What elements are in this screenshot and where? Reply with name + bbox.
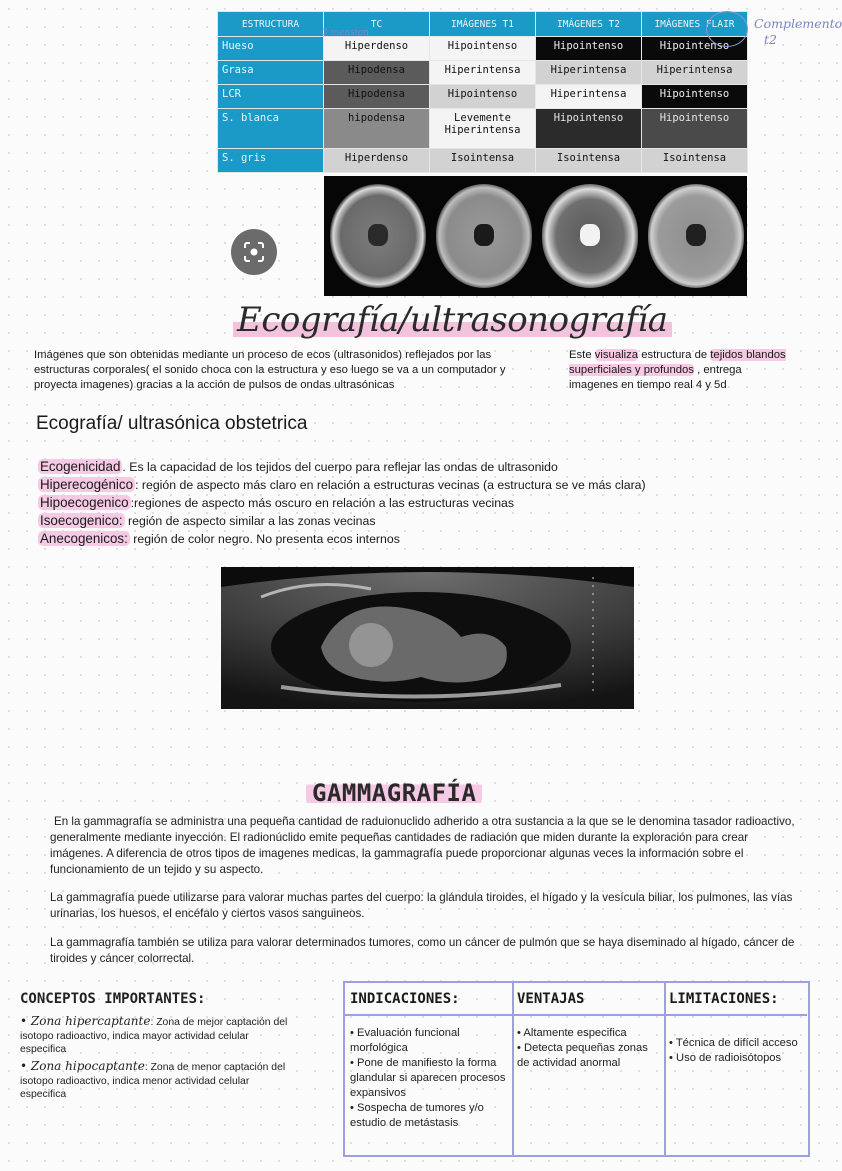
annotation-complement: Complemento t2 (754, 16, 842, 47)
definition-item: Hiperecogénico : región de aspecto más claro en relación a estructuras vecinas (a estructura se ve más clara) (40, 477, 646, 492)
value-cell: Hiperdenso (324, 37, 430, 61)
value-cell: Hipointenso (430, 85, 536, 109)
t2-scan-image (542, 184, 638, 288)
definition-item: Anecogenicos: región de color negro. No presenta ecos internos (40, 531, 400, 546)
value-cell: Isointensa (430, 149, 536, 173)
ecografia-intro: Imágenes que son obtenidas mediante un proceso de ecos (ultrasonidos) reflejados por las estructuras corporales( el sonido choca con la estructura y eso luego se va a un computador y proyecta imagenes) gracias a la acción de pulsos de ondas ultrasónicas (34, 349, 506, 391)
value-cell: Hiperdenso (324, 149, 430, 173)
structure-cell: S. blanca (218, 109, 324, 149)
limitaciones-column: LIMITACIONES: • Técnica de difícil acceso • Uso de radioisótopos (664, 983, 807, 1155)
obstetric-ultrasound-image (221, 567, 634, 709)
structure-cell: LCR (218, 85, 324, 109)
header-cell: TC (324, 12, 430, 37)
gammagrafia-paragraph-1: En la gammagrafía se administra una pequeña cantidad de raduionuclido adherido a otra sustancia a la que se le denomina tasador radioactivo, generalmente mediante inyección. El radionúclido emite pequeñas cantidades de radiación que miden durante la exploración para crear imágenes. A diferencia de otros tipos de imagenes medicas, la gammagrafía puede proporcionar algunas veces la información sobre el funcionamiento de un tejido y su aspecto. (50, 815, 795, 876)
table-header-row (218, 12, 748, 37)
value-cell: Isointensa (536, 149, 642, 173)
table-row (218, 109, 748, 149)
structure-cell: Hueso (218, 37, 324, 61)
ventajas-column: VENTAJAS • Altamente especifica • Detecta pequeñas zonas de actividad anormal (512, 983, 666, 1155)
structure-cell: Grasa (218, 61, 324, 85)
list-item: • Evaluación funcional morfológica (350, 1027, 460, 1054)
table-row (218, 61, 748, 85)
echogenicity-definitions (38, 458, 646, 548)
value-cell: Hipointenso (642, 37, 748, 61)
value-cell: Hipointenso (642, 85, 748, 109)
header-cell: IMÁGENES FLAIR (642, 12, 748, 37)
brain-scan-images (324, 176, 747, 296)
value-cell: Hiperintensa (536, 61, 642, 85)
ultrasound-picture (221, 567, 634, 709)
gammagrafia-title: GAMMAGRAFÍA (306, 779, 482, 807)
value-cell: Hipointenso (642, 109, 748, 149)
header-cell: IMÁGENES T2 (536, 12, 642, 37)
table-row (218, 37, 748, 61)
gammagrafia-paragraph-3: La gammagrafía también se utiliza para valorar determinados tumores, como un cáncer de pulmón que se haya diseminado al hígado, cáncer de tiroides y cáncer colorrectal. (50, 936, 795, 965)
value-cell: Hipointenso (536, 37, 642, 61)
annotation-tc: 3 mension (322, 28, 369, 38)
value-cell: Hiperintensa (536, 85, 642, 109)
ecografia-title: Ecografía/ultrasonografía (233, 300, 672, 340)
header-cell: ESTRUCTURA (218, 12, 324, 37)
obstetric-title: Ecografía/ ultrasónica obstetrica (36, 413, 308, 434)
list-item: • Sospecha de tumores y/o estudio de metástasis (350, 1102, 484, 1129)
ct-scan-image (330, 184, 426, 288)
table-row (218, 149, 748, 173)
imaging-comparison-table (217, 11, 747, 173)
value-cell: Hiperintensa (642, 61, 748, 85)
value-cell: hipodensa (324, 109, 430, 149)
indicaciones-column: INDICACIONES: • Evaluación funcional morfológica • Pone de manifiesto la forma glandular si aparecen procesos expansivos • Sospecha de tumores y/o estudio de metástasis (345, 983, 514, 1155)
list-item: • Detecta pequeñas zonas de actividad anormal (517, 1042, 648, 1069)
list-item: • Altamente especifica (517, 1027, 627, 1039)
table-row (218, 85, 748, 109)
indications-table (343, 981, 810, 1157)
value-cell: Levemente Hiperintensa (430, 109, 536, 149)
concept-item: • Zona hipercaptante: Zona de mejor captación del isotopo radioactivo, indica mayor actividad celular especifica (20, 1014, 288, 1055)
conceptos-title: CONCEPTOS IMPORTANTES: (20, 991, 206, 1007)
flair-scan-image (648, 184, 744, 288)
t1-scan-image (436, 184, 532, 288)
definition-item: Ecogenicidad . Es la capacidad de los tejidos del cuerpo para reflejar las ondas de ultrasonido (40, 459, 558, 474)
value-cell: Hipodensa (324, 61, 430, 85)
lens-search-button[interactable] (231, 229, 277, 275)
annotation-circle (706, 11, 748, 47)
value-cell: Isointensa (642, 149, 748, 173)
header-cell: IMÁGENES T1 (430, 12, 536, 37)
value-cell: Hiperintensa (430, 61, 536, 85)
gammagrafia-paragraph-2: La gammagrafía puede utilizarse para valorar muchas partes del cuerpo: la glándula tiroides, el hígado y la vesícula biliar, los pulmones, las vías urinarias, los huesos, el encéfalo y ciertos vasos sanguineos. (50, 891, 793, 920)
lens-icon (242, 240, 266, 264)
value-cell: Hipointenso (536, 109, 642, 149)
value-cell: Hipodensa (324, 85, 430, 109)
list-item: • Uso de radioisótopos (669, 1052, 782, 1064)
definition-item: Isoecogenico: región de aspecto similar a las zonas vecinas (40, 513, 376, 528)
list-item: • Pone de manifiesto la forma glandular si aparecen procesos expansivos (350, 1057, 506, 1099)
value-cell: Hipointenso (430, 37, 536, 61)
ecografia-side-note: Este visualiza estructura de tejidos blandos superficiales y profundos , entrega imagenes en tiempo real 4 y 5d (569, 349, 786, 391)
list-item: • Técnica de difícil acceso (669, 1037, 798, 1049)
concept-item: • Zona hipocaptante: Zona de menor captación del isotopo radioactivo, indica menor actividad celular especifica (20, 1059, 286, 1100)
structure-cell: S. gris (218, 149, 324, 173)
definition-item: Hipoecogenico :regiones de aspecto más oscuro en relación a las estructuras vecinas (40, 495, 515, 510)
